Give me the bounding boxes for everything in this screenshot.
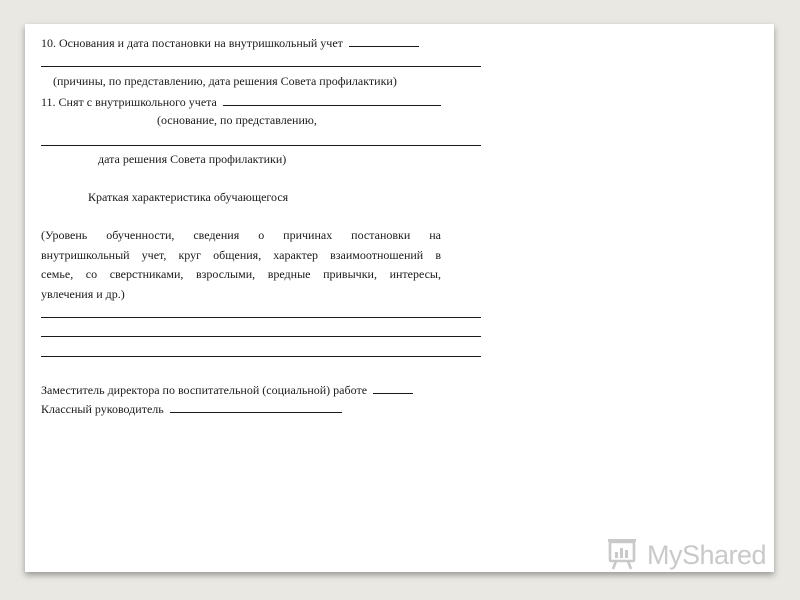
- myshared-logo-icon: [607, 536, 641, 575]
- characteristics-line-1: (Уровень обученности, сведения о причинах постановки на: [41, 228, 441, 242]
- item10-label: 10. Основания и дата постановки на внутришкольный учет: [41, 36, 343, 50]
- deputy-signature-blank: [373, 382, 413, 394]
- characteristics-line-2: внутришкольный учет, круг общения, характер взаимоотношений в: [41, 248, 441, 262]
- item10-line: [41, 35, 419, 50]
- item11-blank: [223, 94, 441, 106]
- deputy-label: Заместитель директора по воспитательной (социальной) работе: [41, 383, 368, 397]
- item10-blank: [349, 35, 419, 47]
- item11-fill-line: [41, 145, 481, 146]
- item11-caption-2: дата решения Совета профилактики): [98, 152, 287, 166]
- teacher-signature-blank: [170, 401, 342, 413]
- document-page: [25, 24, 774, 572]
- teacher-signature-line: [41, 401, 342, 416]
- watermark-text: MyShared: [647, 540, 767, 570]
- characteristics-fill-line-3: [41, 356, 481, 357]
- item11-caption-1: (основание, по представлению,: [157, 113, 317, 127]
- myshared-watermark: [607, 537, 766, 573]
- item11-label: 11. Снят с внутришкольного учета: [41, 95, 217, 109]
- item10-fill-line: [41, 66, 481, 67]
- item10-caption: (причины, по представлению, дата решения Совета профилактики): [53, 74, 397, 88]
- characteristics-last-line: увлечения и др.): [41, 287, 125, 301]
- teacher-label: Классный руководитель: [41, 402, 164, 416]
- item11-line: [41, 94, 441, 109]
- characteristics-heading: Краткая характеристика обучающегося: [88, 190, 289, 204]
- characteristics-fill-line-2: [41, 336, 481, 337]
- deputy-signature-line: [41, 382, 413, 397]
- characteristics-line-3: семье, со сверстниками, взрослыми, вредные привычки, интересы,: [41, 267, 441, 281]
- characteristics-fill-line-1: [41, 317, 481, 318]
